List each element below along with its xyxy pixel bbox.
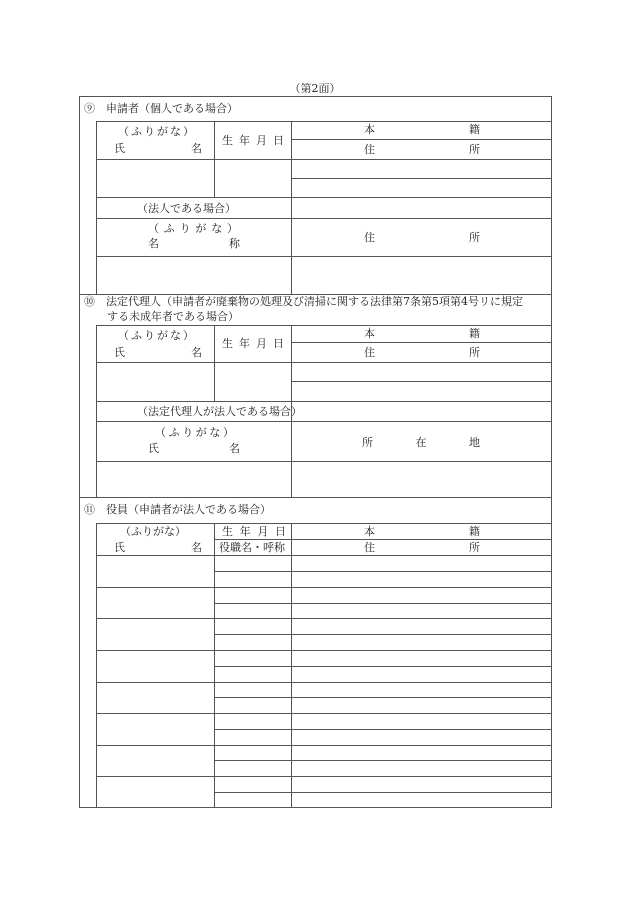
s11-role-label: 役職名・呼称 xyxy=(219,541,285,554)
s10-shimei-label: 氏 名 xyxy=(114,346,202,359)
s9-birth-label: 生 年 月 日 xyxy=(222,134,284,147)
rule xyxy=(96,401,552,402)
rule xyxy=(214,523,215,807)
s10-corp-furigana-label: （ ふ り が な ） xyxy=(155,426,234,439)
rule xyxy=(96,461,552,462)
frame-right xyxy=(551,96,552,808)
frame-bottom xyxy=(79,807,552,808)
page-label: （第2面） xyxy=(289,82,341,95)
frame-left xyxy=(79,96,80,808)
officer-row-mid xyxy=(214,571,552,572)
officer-row-end xyxy=(96,587,552,588)
s10-corp-location-label: 所 在 地 xyxy=(362,436,480,449)
s11-honseki-label: 本 籍 xyxy=(364,525,480,538)
rule xyxy=(291,381,552,382)
rule xyxy=(96,121,97,295)
officer-row-end xyxy=(96,713,552,714)
officer-row-end xyxy=(96,682,552,683)
rule xyxy=(96,523,97,807)
officer-row-end xyxy=(96,776,552,777)
officer-row-mid xyxy=(214,603,552,604)
officer-row-mid xyxy=(214,792,552,793)
frame-top xyxy=(79,96,552,97)
officer-row-end xyxy=(96,618,552,619)
s10-corp-title: （法定代理人が法人である場合） xyxy=(137,405,302,418)
rule xyxy=(214,539,552,540)
rule xyxy=(96,256,552,257)
s9-jusho-label: 住 所 xyxy=(364,143,480,156)
rule xyxy=(291,178,552,179)
section-9-title: ⑨ 申請者（個人である場合） xyxy=(84,102,238,115)
rule xyxy=(96,421,552,422)
s9-furigana-label: （ ふ り が な ） xyxy=(118,125,194,138)
rule xyxy=(96,197,552,198)
officer-row-mid xyxy=(214,760,552,761)
officer-row-mid xyxy=(214,634,552,635)
s10-jusho-label: 住 所 xyxy=(364,346,480,359)
s11-shimei-label: 氏 名 xyxy=(114,541,202,554)
officer-row-end xyxy=(96,745,552,746)
s9-corp-title: （法人である場合） xyxy=(137,202,236,215)
officer-row-mid xyxy=(214,666,552,667)
s10-birth-label: 生 年 月 日 xyxy=(222,337,284,350)
s10-furigana-label: （ ふ り が な ） xyxy=(118,329,194,342)
s10-corp-shimei-label: 氏 名 xyxy=(148,442,240,455)
s11-birth-label: 生 年 月 日 xyxy=(222,525,286,538)
officer-row-end xyxy=(96,650,552,651)
s9-honseki-label: 本 籍 xyxy=(364,123,480,136)
s9-corp-furigana-label: （ ふ り が な ） xyxy=(148,222,238,235)
section-11-title: ⑪ 役員（申請者が法人である場合） xyxy=(84,503,271,516)
section-10-title-line1: ⑩ 法定代理人（申請者が廃棄物の処理及び清掃に関する法律第7条第5項第4号リに規定 xyxy=(84,295,523,308)
rule xyxy=(291,342,552,343)
rule xyxy=(291,523,292,807)
rule xyxy=(96,159,552,160)
s9-shimei-label: 氏 名 xyxy=(114,142,202,155)
rule xyxy=(291,139,552,140)
rule xyxy=(96,325,97,497)
rule xyxy=(96,362,552,363)
s9-corp-jusho-label: 住 所 xyxy=(364,231,480,244)
s11-furigana-label: （ふりがな） xyxy=(120,525,186,538)
officer-row-mid xyxy=(214,729,552,730)
s9-corp-name-label: 名 称 xyxy=(148,237,240,250)
rule xyxy=(96,325,552,326)
rule xyxy=(291,121,292,295)
s11-jusho-label: 住 所 xyxy=(364,541,480,554)
s10-honseki-label: 本 籍 xyxy=(364,327,480,340)
rule xyxy=(214,325,215,401)
section-divider xyxy=(79,497,552,498)
rule xyxy=(96,121,552,122)
rule xyxy=(96,555,552,556)
rule xyxy=(96,218,552,219)
officer-row-mid xyxy=(214,697,552,698)
section-10-title-line2: する未成年者である場合） xyxy=(107,310,239,323)
rule xyxy=(96,523,552,524)
